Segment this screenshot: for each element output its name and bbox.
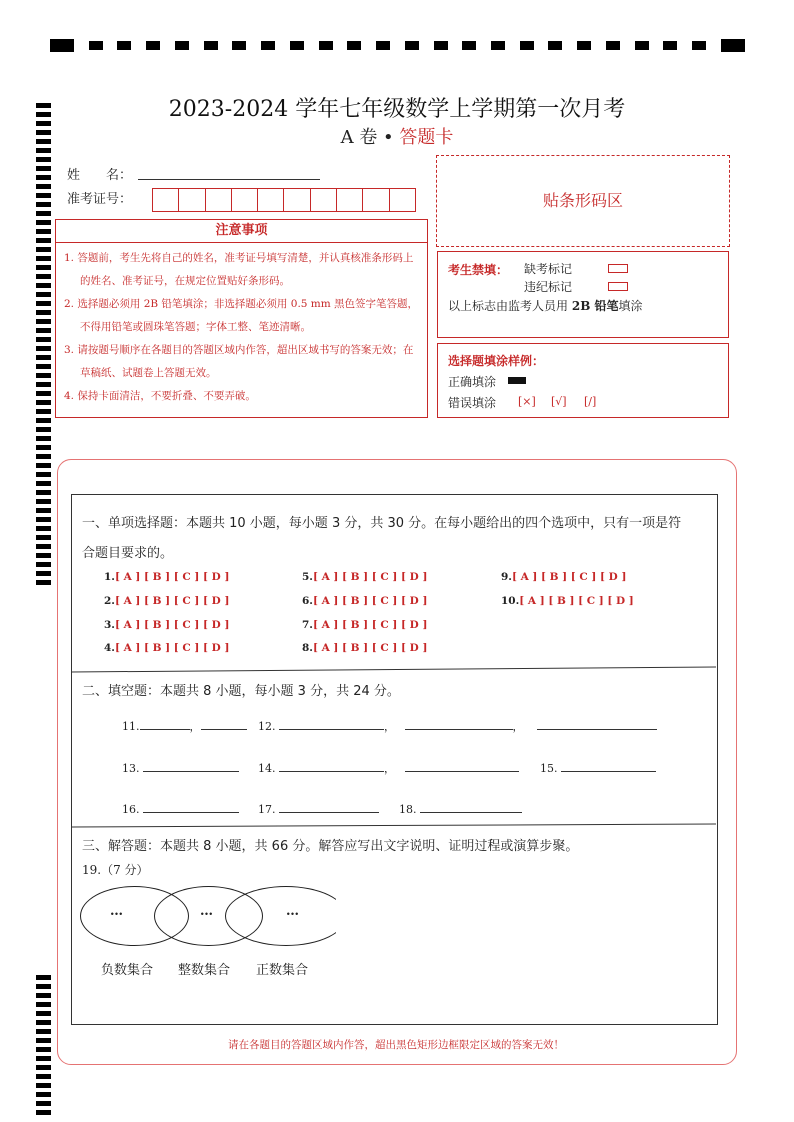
blank-12: [258, 717, 657, 734]
note-suffix: 填涂: [618, 299, 643, 313]
blank-17: [258, 800, 379, 816]
sample-box: [437, 343, 729, 418]
comma: ，: [189, 720, 201, 733]
note-prefix: 以上标志由监考人员用: [448, 299, 569, 313]
forbidden-label: 考生禁填：: [448, 263, 509, 277]
notice-box: [55, 219, 428, 418]
answer-line[interactable]: [420, 800, 522, 813]
question-3-row[interactable]: [104, 619, 229, 631]
note-bold: 2B 铅笔: [571, 299, 619, 313]
id-label: 准考证号：: [67, 192, 133, 207]
top-timing-marks: [50, 38, 745, 52]
absent-label: 缺考标记: [524, 262, 573, 276]
wrong-label: 错误填涂: [448, 396, 497, 410]
blank-14: [258, 759, 519, 776]
violation-mark-box[interactable]: [608, 282, 628, 291]
divider-2-3: [71, 824, 716, 827]
blank-number: 16.: [122, 803, 140, 816]
question-number: 5.: [302, 571, 313, 583]
wrong-mark-slash: [/]: [584, 395, 597, 408]
choice-options[interactable]: [ A ] [ B ] [ C ] [ D ]: [312, 642, 428, 654]
correct-label: 正确填涂: [448, 375, 497, 389]
notice-item: 3. 请按题号顺序在各题目的答题区域内作答，超出区域书写的答案无效；在草稿纸、试题卷上答题无效。: [64, 344, 414, 379]
answer-line[interactable]: [279, 800, 379, 813]
answer-line[interactable]: [561, 759, 656, 772]
question-number: 1.: [104, 571, 115, 583]
question-number: 6.: [302, 595, 313, 607]
question-number: 8.: [302, 642, 313, 654]
positive-set-ellipse[interactable]: [225, 886, 336, 946]
choice-options[interactable]: [ A ] [ B ] [ C ] [ D ]: [312, 619, 428, 631]
blank-11: [122, 717, 247, 734]
question-number: 2.: [104, 595, 115, 607]
question-9-row[interactable]: [501, 571, 626, 583]
answer-line[interactable]: [143, 759, 239, 772]
page-title: 2023-2024 学年七年级数学上学期第一次月考: [168, 97, 626, 122]
notice-item: 2. 选择题必须用 2B 铅笔填涂；非选择题必须用 0.5 mm 黑色签字笔答题，不得用铅笔或圆珠笔答题；字体工整、笔迹清晰。: [64, 298, 419, 333]
section3-title: 三、解答题：本题共 8 小题，共 66 分。解答应写出文字说明、证明过程或演算步聚。: [82, 839, 579, 854]
choice-options[interactable]: [ A ] [ B ] [ C ] [ D ]: [114, 642, 230, 654]
choice-options[interactable]: [ A ] [ B ] [ C ] [ D ]: [511, 571, 627, 583]
set-label-integer: 整数集合: [178, 963, 231, 978]
question-6-row[interactable]: [302, 595, 427, 607]
answer-line[interactable]: [279, 759, 384, 772]
question-number: 10.: [501, 595, 520, 607]
section1-title-line1: 一、单项选择题：本题共 10 小题，每小题 3 分，共 30 分。在每小题给出的四个选项中，只有一项是符: [82, 516, 682, 531]
forbidden-box: [437, 251, 729, 338]
notice-item: 1. 答题前，考生先将自己的姓名，准考证号填写清楚，并认真核准条形码上的姓名、准考证号，在规定位置贴好条形码。: [64, 252, 414, 287]
notice-list: [56, 243, 427, 408]
ellipsis-integer: …: [200, 904, 213, 919]
comma: ，: [384, 762, 395, 775]
blank-number: 18.: [399, 803, 417, 816]
absent-mark-box[interactable]: [608, 264, 628, 273]
answer-line[interactable]: [143, 800, 239, 813]
answer-line[interactable]: [537, 717, 657, 730]
subtitle-answer-card: 答题卡: [399, 127, 454, 148]
side-timing-marks-bottom: [36, 975, 52, 1115]
venn-diagram: [80, 886, 336, 948]
side-timing-marks-top: [36, 103, 52, 585]
question-19-label: 19.（7 分）: [82, 863, 149, 877]
question-7-row[interactable]: [302, 619, 427, 631]
subtitle-volume: A 卷 •: [340, 127, 394, 148]
blank-number: 14.: [258, 762, 276, 775]
question-4-row[interactable]: [104, 642, 229, 654]
set-label-positive: 正数集合: [256, 963, 309, 978]
blank-number: 12.: [258, 720, 276, 733]
section1-title-line2: 合题目要求的。: [82, 546, 174, 561]
answer-line[interactable]: [201, 717, 247, 730]
blank-number: 17.: [258, 803, 276, 816]
blank-number: 15.: [540, 762, 558, 775]
answer-line[interactable]: [140, 717, 190, 730]
id-boxes[interactable]: [152, 188, 416, 212]
question-10-row[interactable]: [501, 595, 634, 607]
question-number: 3.: [104, 619, 115, 631]
choice-options[interactable]: [ A ] [ B ] [ C ] [ D ]: [114, 595, 230, 607]
blank-number: 13.: [122, 762, 140, 775]
choice-options[interactable]: [ A ] [ B ] [ C ] [ D ]: [519, 595, 634, 607]
question-number: 7.: [302, 619, 313, 631]
divider-1-2: [71, 667, 716, 672]
question-1-row[interactable]: [104, 571, 229, 583]
question-number: 9.: [501, 571, 512, 583]
choice-options[interactable]: [ A ] [ B ] [ C ] [ D ]: [114, 619, 230, 631]
choice-options[interactable]: [ A ] [ B ] [ C ] [ D ]: [312, 595, 428, 607]
footer-warning: 请在各题目的答题区域内作答，超出黑色矩形边框限定区域的答案无效！: [228, 1039, 564, 1051]
name-label: 姓 名：: [67, 168, 133, 183]
choice-options[interactable]: [ A ] [ B ] [ C ] [ D ]: [114, 571, 230, 583]
ellipsis-positive: …: [286, 904, 299, 919]
question-2-row[interactable]: [104, 595, 229, 607]
comma: ，: [384, 720, 395, 733]
choice-options[interactable]: [ A ] [ B ] [ C ] [ D ]: [312, 571, 428, 583]
barcode-area: [436, 155, 730, 247]
question-8-row[interactable]: [302, 642, 427, 654]
set-label-negative: 负数集合: [101, 963, 154, 978]
notice-item: 4. 保持卡面清洁，不要折叠、不要弄破。: [64, 390, 256, 402]
blank-16: [122, 800, 239, 816]
correct-fill-mark: [508, 377, 526, 384]
blank-18: [399, 800, 522, 816]
wrong-mark-cross: [×]: [518, 395, 536, 408]
blank-number: 11.: [122, 720, 140, 733]
answer-line[interactable]: [279, 717, 384, 730]
wrong-mark-check: [√]: [551, 395, 567, 408]
blank-13: [122, 759, 239, 775]
notice-heading: 注意事项: [56, 220, 427, 243]
barcode-label: 贴条形码区: [542, 191, 623, 210]
forbidden-note: [448, 297, 643, 314]
section2-title: 二、填空题：本题共 8 小题，每小题 3 分，共 24 分。: [82, 684, 400, 699]
page-subtitle: [0, 123, 794, 149]
answer-line[interactable]: [405, 759, 519, 772]
blank-15: [540, 759, 656, 775]
sample-heading: 选择题填涂样例：: [448, 354, 545, 368]
name-field[interactable]: [138, 163, 320, 180]
comma: ，: [512, 720, 524, 733]
question-5-row[interactable]: [302, 571, 427, 583]
question-number: 4.: [104, 642, 115, 654]
answer-line[interactable]: [405, 717, 513, 730]
ellipsis-negative: …: [110, 904, 123, 919]
violation-label: 违纪标记: [524, 280, 573, 294]
